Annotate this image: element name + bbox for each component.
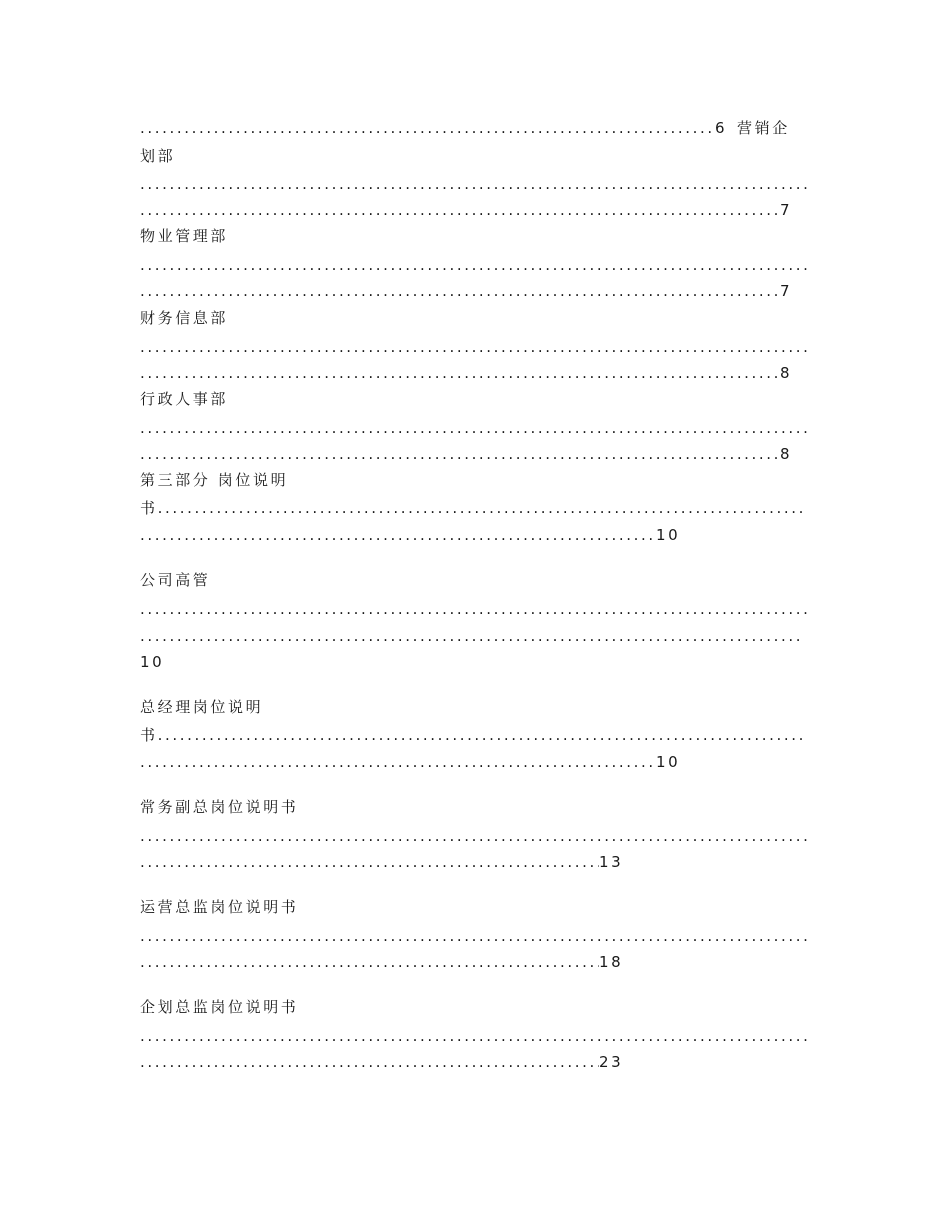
leader-dots [140,852,599,872]
toc-line [140,118,812,138]
toc-line [140,852,812,872]
leader-dots [158,498,803,518]
toc-entry-title: 公司高管 [140,571,211,589]
leader-dots [140,255,812,275]
toc-line [140,444,812,464]
leader-dots [140,337,812,357]
leader-dots [140,174,812,194]
toc-line [140,200,812,220]
toc-page-number: 8 [780,364,793,382]
leader-dots [140,1026,812,1046]
toc-entry-title: 总经理岗位说明 [140,698,264,716]
leader-dots [140,281,780,301]
toc-entry-title: 营销企 [737,119,790,137]
toc-entry-title: 运营总监岗位说明书 [140,898,299,916]
toc-entry-title: 书 [140,726,158,744]
toc-page-number: 7 [780,282,793,300]
toc-entry-title: 书 [140,499,158,517]
toc-entry-title: 第三部分 岗位说明 [140,471,289,489]
leader-dots [140,363,780,383]
toc-page-number: 8 [780,445,793,463]
leader-dots [140,752,656,772]
toc-page-number: 10 [656,526,681,544]
toc-line [140,725,812,745]
leader-dots [140,599,812,619]
toc-entry-title: 常务副总岗位说明书 [140,798,299,816]
toc-page-number: 10 [656,753,681,771]
toc-entry-title: 企划总监岗位说明书 [140,998,299,1016]
leader-dots [140,525,656,545]
leader-dots [140,200,780,220]
toc-entry-title: 物业管理部 [140,227,229,245]
toc-page-number: 6 [715,119,728,137]
toc-line [140,1052,812,1072]
toc-line [140,525,812,545]
toc-entry-title: 财务信息部 [140,309,229,327]
leader-dots [140,952,599,972]
leader-dots [140,1052,599,1072]
toc-entry-title: 划部 [140,147,176,165]
leader-dots [140,118,715,138]
leader-dots [140,626,802,646]
toc-page-number: 7 [780,201,793,219]
toc-page-number: 13 [599,853,624,871]
leader-dots [158,725,803,745]
toc-page-number: 23 [599,1053,624,1071]
toc-page-number: 10 [140,653,165,671]
toc-line [140,952,812,972]
leader-dots [140,444,780,464]
leader-dots [140,926,812,946]
toc-page-number: 18 [599,953,624,971]
toc-line [140,363,812,383]
toc-line [140,752,812,772]
toc-line [140,498,812,518]
toc-entry-title: 行政人事部 [140,390,229,408]
leader-dots [140,418,812,438]
toc-line [140,281,812,301]
leader-dots [140,826,812,846]
